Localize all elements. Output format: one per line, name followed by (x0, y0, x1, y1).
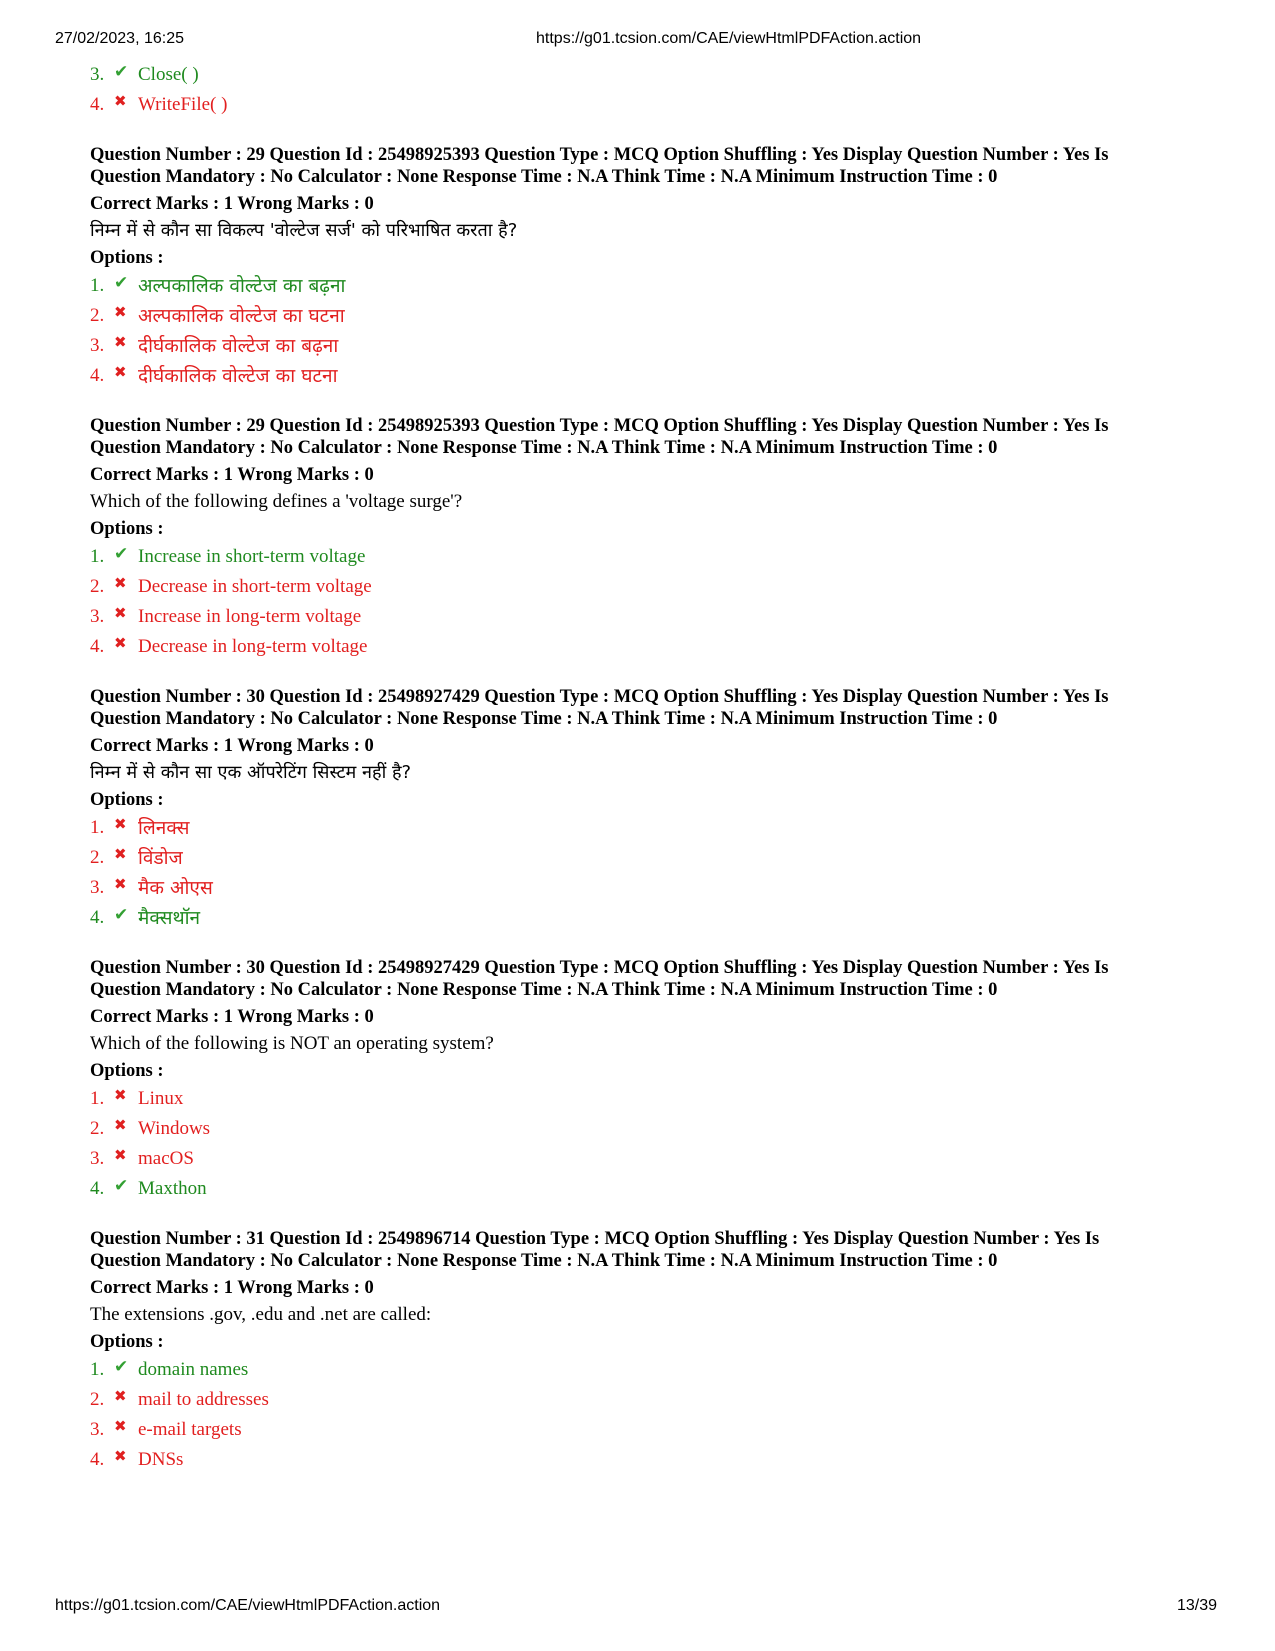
meta-line: Question Number : 29 Question Id : 25498925393 Question Type : MCQ Option Shuffling : Yes Display Question Number : Yes Is (90, 416, 1109, 436)
cross-icon: ✖ (114, 877, 127, 893)
option-number: 4. (90, 1178, 105, 1199)
meta-line: Question Number : 30 Question Id : 25498927429 Question Type : MCQ Option Shuffling : Yes Display Question Number : Yes Is (90, 958, 1109, 978)
option-number: 3. (90, 1148, 105, 1169)
option-row (90, 602, 1200, 632)
question-marks: Correct Marks : 1 Wrong Marks : 0 (90, 1007, 374, 1027)
page-number: 13/39 (1176, 1597, 1217, 1614)
option-text: Linux (138, 1088, 184, 1109)
meta-line: Question Mandatory : No Calculator : None Response Time : N.A Think Time : N.A Minimum Instruction Time : 0 (90, 1251, 998, 1271)
option-text: मैक ओएस (138, 877, 213, 899)
option-text: domain names (138, 1359, 249, 1380)
question-block (90, 144, 1200, 391)
option-row (90, 903, 1200, 933)
question-text: निम्न में से कौन सा विकल्प 'वोल्टेज सर्ज' को परिभाषित करता है? (90, 220, 518, 241)
cross-icon: ✖ (114, 847, 127, 863)
check-icon: ✔ (114, 273, 129, 292)
option-row (90, 1385, 1200, 1415)
option-row (90, 271, 1200, 301)
question-marks: Correct Marks : 1 Wrong Marks : 0 (90, 465, 374, 485)
question-meta (90, 415, 1200, 459)
option-text: Maxthon (138, 1178, 207, 1199)
meta-line: Question Mandatory : No Calculator : None Response Time : N.A Think Time : N.A Minimum Instruction Time : 0 (90, 980, 998, 1000)
option-text: लिनक्स (138, 817, 190, 839)
option-row (90, 60, 1200, 90)
option-number: 3. (90, 1419, 105, 1440)
question-text: Which of the following is NOT an operating system? (90, 1033, 494, 1054)
check-icon: ✔ (114, 62, 129, 81)
cross-icon: ✖ (114, 576, 127, 592)
page-content (90, 60, 1200, 1475)
meta-line: Question Number : 30 Question Id : 25498927429 Question Type : MCQ Option Shuffling : Yes Display Question Number : Yes Is (90, 687, 1109, 707)
option-row (90, 1415, 1200, 1445)
option-text: दीर्घकालिक वोल्टेज का घटना (138, 365, 338, 387)
option-text: अल्पकालिक वोल्टेज का बढ़ना (138, 275, 346, 297)
option-number: 2. (90, 1389, 105, 1410)
option-text: mail to addresses (138, 1389, 269, 1410)
option-row (90, 331, 1200, 361)
option-text: WriteFile( ) (138, 94, 228, 115)
check-icon: ✔ (114, 544, 129, 563)
print-datetime: 27/02/2023, 16:25 (55, 30, 185, 47)
options-label: Options : (90, 248, 164, 268)
option-row (90, 1144, 1200, 1174)
question-text: Which of the following defines a 'voltage surge'? (90, 491, 463, 512)
question-block (90, 686, 1200, 933)
option-row (90, 1084, 1200, 1114)
option-number: 2. (90, 1118, 105, 1139)
check-icon: ✔ (114, 1357, 129, 1376)
option-number: 1. (90, 817, 105, 838)
option-text: विंडोज (138, 847, 183, 869)
option-text: Decrease in long-term voltage (138, 636, 368, 657)
footer-url: https://g01.tcsion.com/CAE/viewHtmlPDFAction.action (55, 1597, 441, 1614)
option-row (90, 542, 1200, 572)
question-text: The extensions .gov, .edu and .net are called: (90, 1304, 432, 1325)
option-number: 4. (90, 94, 105, 115)
option-number: 2. (90, 576, 105, 597)
option-row (90, 361, 1200, 391)
option-row (90, 1114, 1200, 1144)
option-number: 1. (90, 1359, 105, 1380)
cross-icon: ✖ (114, 636, 127, 652)
option-text: Decrease in short-term voltage (138, 576, 372, 597)
option-row (90, 813, 1200, 843)
cross-icon: ✖ (114, 1389, 127, 1405)
cross-icon: ✖ (114, 94, 127, 110)
option-row (90, 873, 1200, 903)
question-meta (90, 1228, 1200, 1272)
option-number: 4. (90, 365, 105, 386)
option-text: DNSs (138, 1449, 184, 1470)
cross-icon: ✖ (114, 1118, 127, 1134)
question-marks: Correct Marks : 1 Wrong Marks : 0 (90, 736, 374, 756)
question-block (90, 415, 1200, 662)
question-block (90, 1228, 1200, 1475)
option-number: 1. (90, 275, 105, 296)
option-row (90, 301, 1200, 331)
option-row (90, 632, 1200, 662)
option-number: 2. (90, 847, 105, 868)
option-text: मैक्सथॉन (138, 907, 201, 929)
meta-line: Question Mandatory : No Calculator : None Response Time : N.A Think Time : N.A Minimum Instruction Time : 0 (90, 438, 998, 458)
question-text: निम्न में से कौन सा एक ऑपरेटिंग सिस्टम नहीं है? (90, 762, 412, 783)
option-number: 3. (90, 877, 105, 898)
option-row (90, 843, 1200, 873)
cross-icon: ✖ (114, 365, 127, 381)
option-row (90, 572, 1200, 602)
options-label: Options : (90, 790, 164, 810)
option-text: दीर्घकालिक वोल्टेज का बढ़ना (138, 335, 339, 357)
option-text: अल्पकालिक वोल्टेज का घटना (138, 305, 345, 327)
option-text: Increase in short-term voltage (138, 546, 366, 567)
option-text: Increase in long-term voltage (138, 606, 362, 627)
question-meta (90, 686, 1200, 730)
meta-line: Question Mandatory : No Calculator : None Response Time : N.A Think Time : N.A Minimum Instruction Time : 0 (90, 167, 998, 187)
options-label: Options : (90, 1061, 164, 1081)
option-number: 4. (90, 636, 105, 657)
cross-icon: ✖ (114, 606, 127, 622)
option-number: 3. (90, 606, 105, 627)
meta-line: Question Number : 31 Question Id : 2549896714 Question Type : MCQ Option Shuffling : Yes Display Question Number : Yes Is (90, 1229, 1100, 1249)
cross-icon: ✖ (114, 335, 127, 351)
cross-icon: ✖ (114, 305, 127, 321)
question-meta (90, 144, 1200, 188)
option-row (90, 1174, 1200, 1204)
option-number: 4. (90, 1449, 105, 1470)
option-text: e-mail targets (138, 1419, 242, 1440)
header-url: https://g01.tcsion.com/CAE/viewHtmlPDFAction.action (536, 30, 922, 47)
option-number: 4. (90, 907, 105, 928)
prev-question-options (90, 60, 1200, 120)
cross-icon: ✖ (114, 1419, 127, 1435)
question-marks: Correct Marks : 1 Wrong Marks : 0 (90, 1278, 374, 1298)
question-meta (90, 957, 1200, 1001)
option-row (90, 1355, 1200, 1385)
option-number: 1. (90, 546, 105, 567)
check-icon: ✔ (114, 905, 129, 924)
option-row (90, 1445, 1200, 1475)
option-row (90, 90, 1200, 120)
option-text: Windows (138, 1118, 211, 1139)
check-icon: ✔ (114, 1176, 129, 1195)
option-text: macOS (138, 1148, 194, 1169)
question-block (90, 957, 1200, 1204)
option-number: 1. (90, 1088, 105, 1109)
cross-icon: ✖ (114, 1148, 127, 1164)
options-label: Options : (90, 519, 164, 539)
option-number: 2. (90, 305, 105, 326)
question-marks: Correct Marks : 1 Wrong Marks : 0 (90, 194, 374, 214)
option-text: Close( ) (138, 64, 199, 85)
option-number: 3. (90, 335, 105, 356)
cross-icon: ✖ (114, 817, 127, 833)
meta-line: Question Number : 29 Question Id : 25498925393 Question Type : MCQ Option Shuffling : Yes Display Question Number : Yes Is (90, 145, 1109, 165)
meta-line: Question Mandatory : No Calculator : None Response Time : N.A Think Time : N.A Minimum Instruction Time : 0 (90, 709, 998, 729)
options-label: Options : (90, 1332, 164, 1352)
cross-icon: ✖ (114, 1449, 127, 1465)
cross-icon: ✖ (114, 1088, 127, 1104)
option-number: 3. (90, 64, 105, 85)
